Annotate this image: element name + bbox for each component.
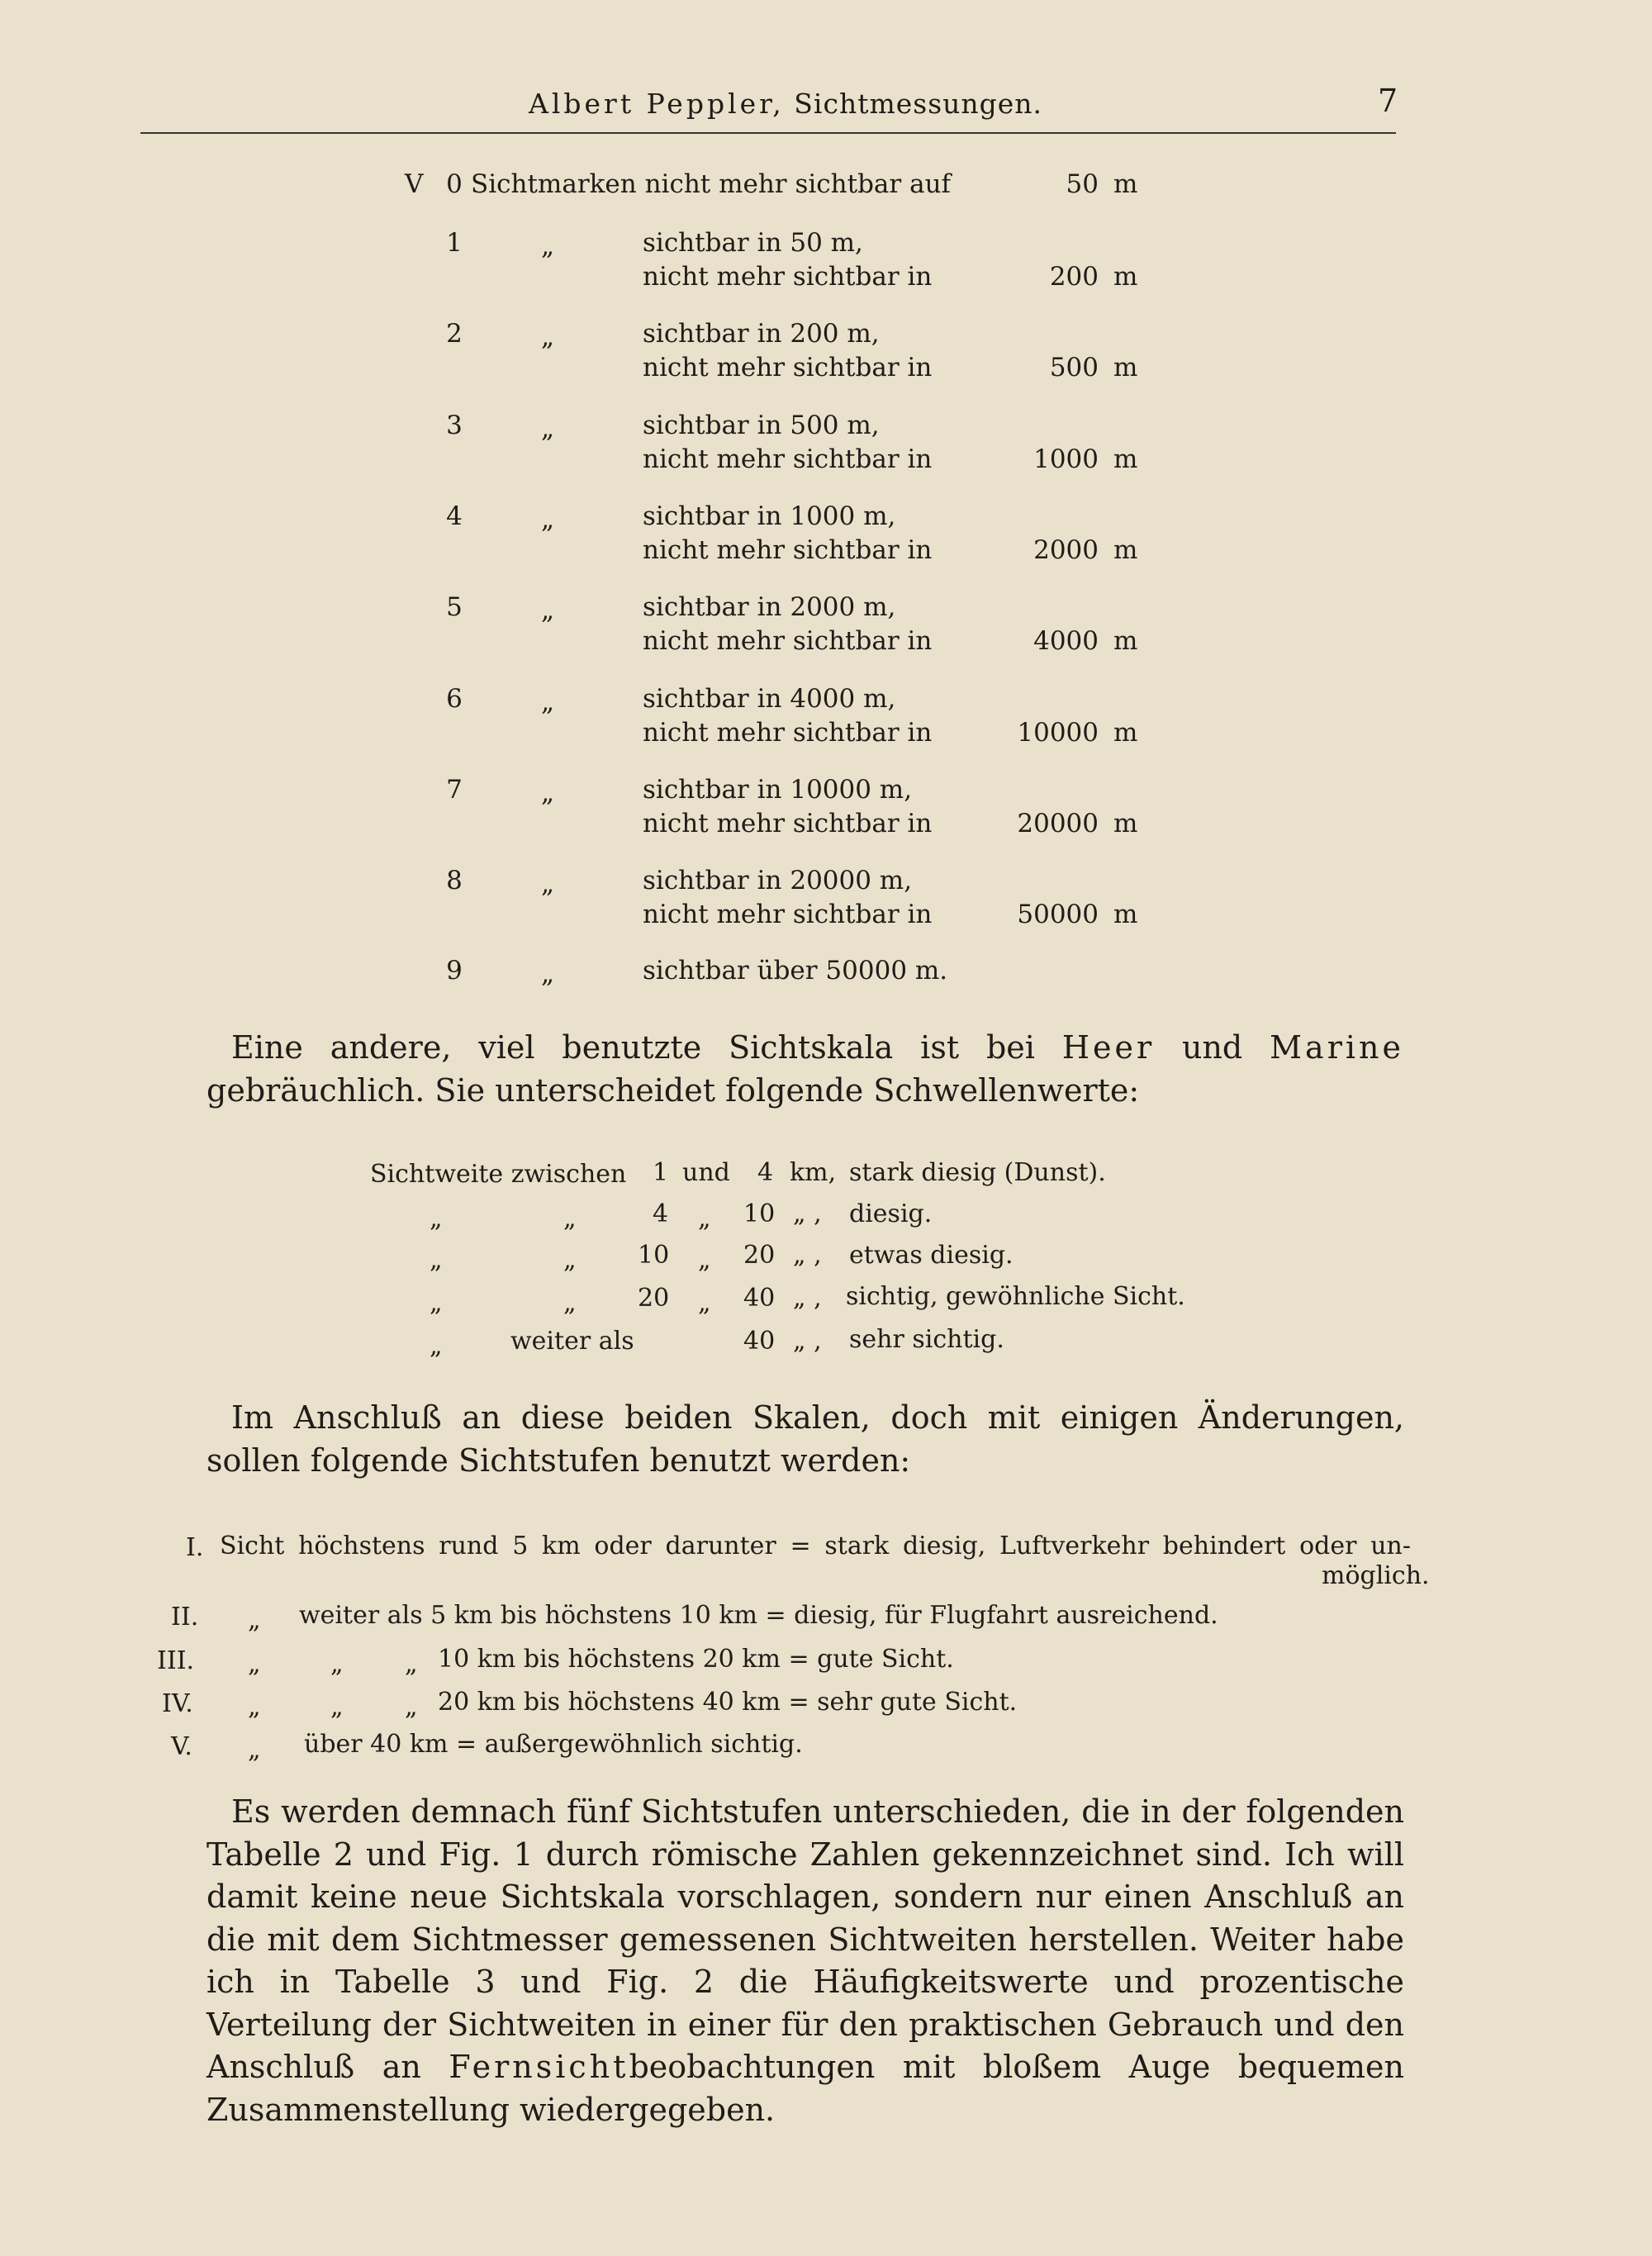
table-row-number: 2 [446, 319, 463, 349]
stufe-roman: II. [171, 1603, 199, 1631]
ditto-mark: „ [563, 1204, 577, 1233]
threshold-to: 40 [743, 1284, 776, 1313]
paragraph-text: und [1155, 1029, 1270, 1066]
ditto-mark: „ [541, 505, 555, 534]
ditto-mark: „ [541, 687, 555, 717]
paragraph-1 [206, 1026, 1404, 1112]
stufe-text: 20 km bis höchstens 40 km = sehr gute Sicht. [438, 1688, 1018, 1717]
ditto-mark: „ [698, 1204, 711, 1233]
table-row-unit: m [1113, 444, 1138, 474]
stufe-text: Sicht höchstens rund 5 km oder darunter = stark diesig, Luftverkehr behindert oder un- [220, 1532, 1411, 1560]
table-row-line1: sichtbar in 2000 m, [643, 592, 896, 622]
threshold-label: Sichtweite zwischen [370, 1160, 627, 1189]
table-row-line2: nicht mehr sichtbar in [643, 718, 933, 748]
paragraph-3 [206, 1791, 1404, 2131]
ditto-mark: „ [563, 1246, 577, 1275]
table-row-number: 9 [446, 956, 463, 986]
stufe-text: über 40 km = außergewöhnlich sichtig. [304, 1730, 803, 1759]
threshold-to: 40 [743, 1327, 776, 1356]
table-row-unit: m [1113, 353, 1138, 382]
table-row-number: 7 [446, 775, 463, 805]
table-row-distance: 50 [1066, 169, 1099, 199]
table-row-unit: m [1113, 262, 1138, 292]
spaced-word-heer: Heer [1061, 1029, 1156, 1066]
table-row-line2: nicht mehr sichtbar in [643, 444, 933, 474]
ditto-mark: „ [541, 414, 555, 444]
table-row-distance: 4000 [1033, 626, 1099, 656]
table-row-unit: m [1113, 809, 1138, 838]
ditto-mark: „ [248, 1650, 261, 1679]
ditto-mark: „ [405, 1650, 418, 1679]
ditto-mark: „ [698, 1246, 711, 1275]
threshold-desc: sichtig, gewöhnliche Sicht. [846, 1282, 1185, 1311]
table-row-line1: sichtbar in 50 m, [643, 228, 863, 258]
stufe-continuation: möglich. [1322, 1561, 1430, 1590]
ditto-mark: „ [563, 1289, 577, 1318]
running-head-title: Sichtmessungen. [794, 88, 1043, 120]
ditto-mark: „ [698, 1289, 711, 1318]
table-row-line1: sichtbar in 1000 m, [643, 501, 896, 531]
stufe-text: weiter als 5 km bis höchstens 10 km = diesig, für Flugfahrt ausreichend. [299, 1601, 1218, 1630]
ditto-mark: „ [330, 1650, 344, 1679]
ditto-mark: „ [541, 869, 555, 899]
ditto-mark: „ [541, 778, 555, 808]
ditto-mark: „ [541, 596, 555, 625]
paragraph-text: gebräuchlich. Sie unterscheidet folgende Schwellenwerte: [206, 1072, 1140, 1109]
stufe-roman: IV. [162, 1689, 193, 1718]
ditto-mark: „ [430, 1289, 443, 1318]
threshold-from: 10 [638, 1241, 670, 1270]
threshold-unit: „ , [793, 1199, 822, 1228]
table-row-distance: 200 [1049, 262, 1099, 292]
threshold-unit: km, [790, 1158, 837, 1187]
threshold-to: 4 [757, 1158, 774, 1187]
paragraph-text: Eine andere, viel benutzte Sichtskala ist bei [231, 1029, 1062, 1066]
ditto-mark: „ [430, 1246, 443, 1275]
table-row-line2: nicht mehr sichtbar in [643, 353, 933, 382]
table-row-line2: nicht mehr sichtbar in [643, 262, 933, 292]
table-row-line2: nicht mehr sichtbar in [643, 535, 933, 565]
table-row-unit: m [1113, 169, 1138, 199]
table-row-distance: 1000 [1033, 444, 1099, 474]
table-row-text: Sichtmarken nicht mehr sichtbar auf [471, 169, 952, 199]
table-row-number: 8 [446, 866, 463, 895]
table-row-line1: sichtbar in 200 m, [643, 319, 880, 349]
table-row-unit: m [1113, 900, 1138, 929]
stufe-roman: V. [171, 1732, 192, 1761]
threshold-und: und [682, 1158, 730, 1187]
threshold-unit: „ , [793, 1327, 822, 1356]
ditto-mark: „ [405, 1693, 418, 1722]
ditto-mark: „ [430, 1332, 443, 1361]
table-row-line1: sichtbar in 20000 m, [643, 866, 913, 895]
table-row-line2: nicht mehr sichtbar in [643, 900, 933, 929]
threshold-unit: „ , [793, 1241, 822, 1270]
table-row-unit: m [1113, 535, 1138, 565]
table-row-line1: sichtbar in 500 m, [643, 411, 880, 440]
table-row-line2: nicht mehr sichtbar in [643, 809, 933, 838]
stufe-text: 10 km bis höchstens 20 km = gute Sicht. [438, 1645, 954, 1674]
threshold-desc: etwas diesig. [849, 1241, 1014, 1270]
table-row-number: 1 [446, 228, 463, 258]
threshold-to: 20 [743, 1241, 776, 1270]
table-row-number: 3 [446, 411, 463, 440]
threshold-desc: diesig. [849, 1199, 933, 1228]
stufe-roman: I. [186, 1533, 204, 1562]
table-row-line2: nicht mehr sichtbar in [643, 626, 933, 656]
threshold-unit: „ , [793, 1284, 822, 1313]
ditto-mark: „ [330, 1693, 344, 1722]
table-row-line1: sichtbar in 10000 m, [643, 775, 913, 805]
table-row-unit: m [1113, 718, 1138, 748]
table-row-distance: 20000 [1017, 809, 1099, 838]
table-row-number: 0 [446, 169, 463, 199]
paragraph-2: Im Anschluß an diese beiden Skalen, doch mit einigen Änderungen, sollen folgende Sichtstufen benutzt werden: [206, 1399, 1404, 1479]
stufe-roman: III. [157, 1646, 195, 1675]
paragraph-text: beobachtungen mit bloßem Auge bequemen Zusammenstellung wiedergegeben. [206, 2049, 1404, 2128]
ditto-mark: „ [541, 322, 555, 352]
table-row-number: 5 [446, 592, 463, 622]
table-roman-label: V [405, 169, 424, 199]
running-head-author: Albert Peppler, [529, 88, 785, 120]
ditto-mark: „ [248, 1736, 261, 1764]
table-row-number: 4 [446, 501, 463, 531]
page-number: 7 [1378, 83, 1398, 119]
threshold-from: 1 [653, 1158, 669, 1187]
table-row-unit: m [1113, 626, 1138, 656]
ditto-mark: „ [541, 231, 555, 261]
table-row-distance: 50000 [1017, 900, 1099, 929]
table-row-line1: sichtbar über 50000 m. [643, 956, 948, 986]
spaced-word-marine: Marine [1270, 1029, 1404, 1066]
running-head [529, 88, 1042, 120]
threshold-weiter-als: weiter als [510, 1327, 634, 1356]
spaced-word-fernsicht: Fernsicht [449, 2049, 629, 2085]
threshold-from: 20 [638, 1284, 670, 1313]
table-row-number: 6 [446, 684, 463, 714]
table-row-line1: sichtbar in 4000 m, [643, 684, 896, 714]
table-row-distance: 2000 [1033, 535, 1099, 565]
threshold-desc: sehr sichtig. [849, 1325, 1004, 1354]
table-row-distance: 10000 [1017, 718, 1099, 748]
table-row-distance: 500 [1049, 353, 1099, 382]
paragraph-text: Es werden demnach fünf Sichtstufen unterschieden, die in der folgenden Tabelle 2 und Fig. 1 durch römische Zahlen gekennzeichnet sind. Ich will damit keine neue Sichtskala vorschlagen, sondern nur einen Anschluß an die mit dem Sichtmesser gemessenen Sichtweiten herstellen. Weiter habe ich in Tabelle 3 und Fig. 2 die Häufigkeitswerte und prozentische Verteilung der Sichtweiten in einer für den praktischen Gebrauch und den Anschluß an [206, 1793, 1404, 2085]
ditto-mark: „ [248, 1693, 261, 1722]
threshold-desc: stark diesig (Dunst). [849, 1158, 1106, 1187]
ditto-mark: „ [248, 1606, 261, 1635]
ditto-mark: „ [541, 959, 555, 989]
header-rule [140, 132, 1396, 134]
threshold-to: 10 [743, 1199, 776, 1228]
ditto-mark: „ [430, 1204, 443, 1233]
threshold-from: 4 [653, 1199, 669, 1228]
